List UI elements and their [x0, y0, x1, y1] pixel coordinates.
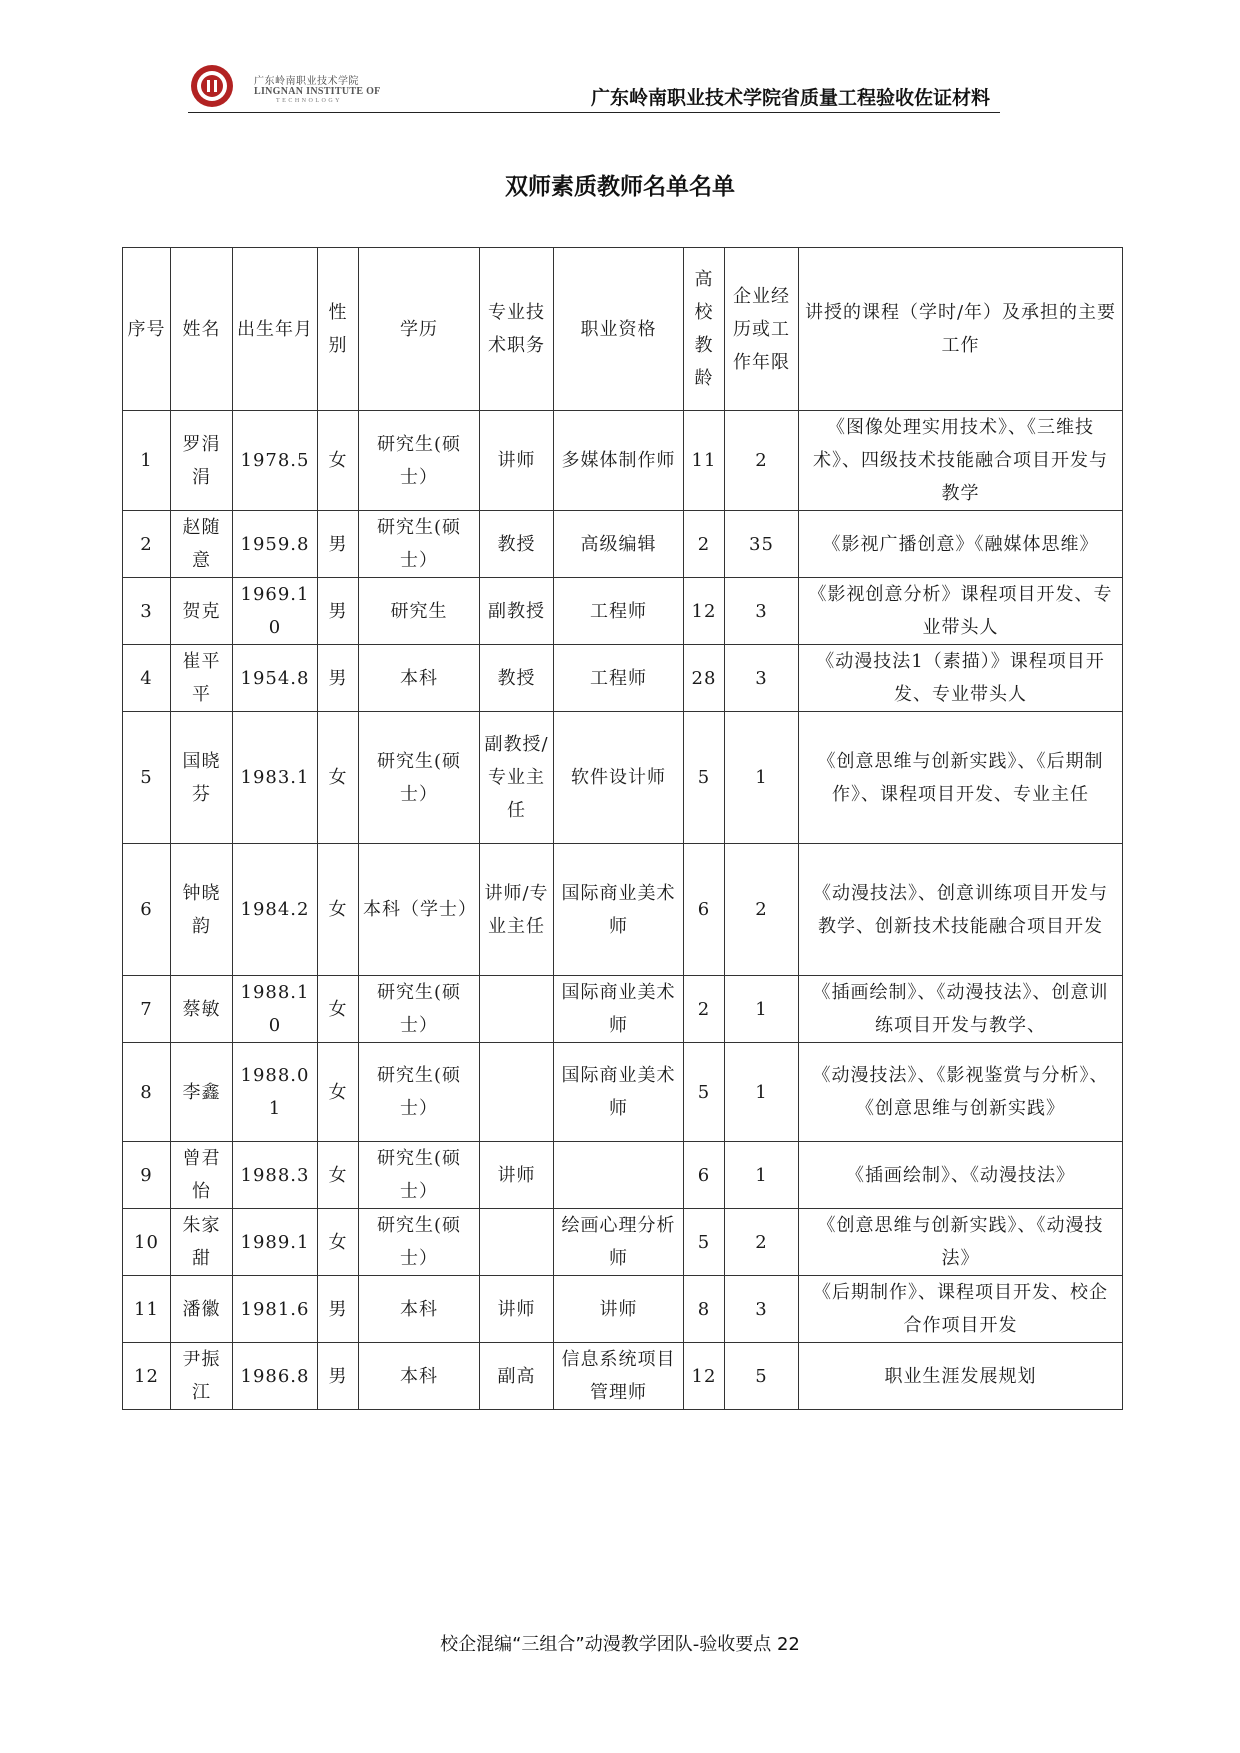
table-cell: 信息系统项目管理师	[554, 1343, 684, 1410]
table-cell: 罗涓涓	[171, 411, 233, 511]
logo-english-name: LINGNAN INSTITUTE OF	[254, 86, 381, 97]
table-cell: 2	[684, 976, 725, 1043]
column-header: 学历	[359, 248, 480, 411]
table-cell: 3	[123, 578, 171, 645]
table-cell: 5	[684, 1043, 725, 1142]
table-cell: 《创意思维与创新实践》、《后期制作》、课程项目开发、专业主任	[799, 712, 1123, 844]
table-cell: 女	[318, 1142, 359, 1209]
table-cell: 10	[123, 1209, 171, 1276]
table-cell: 1988.3	[233, 1142, 318, 1209]
table-cell: 国际商业美术师	[554, 1043, 684, 1142]
table-cell: 多媒体制作师	[554, 411, 684, 511]
table-cell: 1	[725, 1043, 799, 1142]
table-cell: 1986.8	[233, 1343, 318, 1410]
table-row	[123, 712, 1123, 844]
table-cell: 3	[725, 578, 799, 645]
table-cell: 2	[725, 844, 799, 976]
table-header-row	[123, 248, 1123, 411]
table-cell: 研究生(硕士）	[359, 1043, 480, 1142]
table-cell: 工程师	[554, 578, 684, 645]
table-cell: 绘画心理分析师	[554, 1209, 684, 1276]
table-cell: 1954.8	[233, 645, 318, 712]
table-cell: 研究生(硕士）	[359, 411, 480, 511]
table-cell: 研究生	[359, 578, 480, 645]
table-cell: 本科	[359, 645, 480, 712]
table-cell: 6	[684, 844, 725, 976]
table-cell: 28	[684, 645, 725, 712]
table-cell: 工程师	[554, 645, 684, 712]
table-cell: 《插画绘制》、《动漫技法》	[799, 1142, 1123, 1209]
table-cell: 1981.6	[233, 1276, 318, 1343]
table-cell: 女	[318, 976, 359, 1043]
table-cell: 5	[725, 1343, 799, 1410]
table-cell: 1984.2	[233, 844, 318, 976]
header-title: 广东岭南职业技术学院省质量工程验收佐证材料	[590, 87, 990, 109]
logo-english-subname: TECHNOLOGY	[276, 98, 342, 104]
table-cell: 职业生涯发展规划	[799, 1343, 1123, 1410]
column-header: 高校教龄	[684, 248, 725, 411]
table-cell: 2	[725, 411, 799, 511]
table-cell: 1959.8	[233, 511, 318, 578]
column-header: 企业经历或工作年限	[725, 248, 799, 411]
table-cell: 男	[318, 1276, 359, 1343]
table-cell: 6	[684, 1142, 725, 1209]
table-cell: 3	[725, 645, 799, 712]
logo-chinese-name: 广东岭南职业技术学院	[254, 76, 359, 87]
table-cell: 副教授	[480, 578, 554, 645]
table-cell: 5	[684, 712, 725, 844]
table-cell: 1	[123, 411, 171, 511]
column-header: 出生年月	[233, 248, 318, 411]
teacher-roster-table	[122, 247, 1123, 1410]
table-cell: 《图像处理实用技术》、《三维技术》、四级技术技能融合项目开发与教学	[799, 411, 1123, 511]
table-cell: 女	[318, 411, 359, 511]
table-cell: 《插画绘制》、《动漫技法》、创意训练项目开发与教学、	[799, 976, 1123, 1043]
table-cell: 本科	[359, 1343, 480, 1410]
table-row	[123, 1209, 1123, 1276]
table-cell: 1	[725, 976, 799, 1043]
table-cell: 2	[684, 511, 725, 578]
table-cell: 《动漫技法》、《影视鉴赏与分析》、《创意思维与创新实践》	[799, 1043, 1123, 1142]
table-cell: 研究生(硕士）	[359, 1209, 480, 1276]
table-cell: 《影视广播创意》《融媒体思维》	[799, 511, 1123, 578]
table-cell: 6	[123, 844, 171, 976]
table-cell: 11	[123, 1276, 171, 1343]
table-cell	[554, 1142, 684, 1209]
table-row	[123, 578, 1123, 645]
table-cell: 1978.5	[233, 411, 318, 511]
table-cell: 讲师	[480, 1142, 554, 1209]
table-cell: 国际商业美术师	[554, 976, 684, 1043]
table-row	[123, 1043, 1123, 1142]
table-cell: 高级编辑	[554, 511, 684, 578]
table-cell: 女	[318, 844, 359, 976]
table-row	[123, 1343, 1123, 1410]
table-cell	[480, 1043, 554, 1142]
column-header: 序号	[123, 248, 171, 411]
table-cell: 1988.01	[233, 1043, 318, 1142]
table-cell: 女	[318, 1209, 359, 1276]
table-cell: 2	[123, 511, 171, 578]
table-cell: 副高	[480, 1343, 554, 1410]
table-cell: 潘徽	[171, 1276, 233, 1343]
table-row	[123, 411, 1123, 511]
table-cell: 1	[725, 1142, 799, 1209]
table-cell: 贺克	[171, 578, 233, 645]
table-cell: 教授	[480, 511, 554, 578]
table-cell: 软件设计师	[554, 712, 684, 844]
column-header: 姓名	[171, 248, 233, 411]
table-cell: 1983.1	[233, 712, 318, 844]
table-cell: 本科（学士）	[359, 844, 480, 976]
column-header: 职业资格	[554, 248, 684, 411]
table-cell: 11	[684, 411, 725, 511]
table-cell: 研究生(硕士）	[359, 712, 480, 844]
table-cell: 男	[318, 645, 359, 712]
table-cell: 钟晓韵	[171, 844, 233, 976]
table-cell: 9	[123, 1142, 171, 1209]
table-row	[123, 976, 1123, 1043]
table-cell: 讲师	[480, 411, 554, 511]
table-cell: 7	[123, 976, 171, 1043]
table-cell: 3	[725, 1276, 799, 1343]
table-cell: 1988.10	[233, 976, 318, 1043]
table-cell: 1	[725, 712, 799, 844]
table-cell: 《创意思维与创新实践》、《动漫技法》	[799, 1209, 1123, 1276]
table-cell: 5	[123, 712, 171, 844]
table-cell	[480, 976, 554, 1043]
table-row	[123, 645, 1123, 712]
document-title: 双师素质教师名单名单	[505, 174, 735, 200]
table-row	[123, 844, 1123, 976]
table-cell: 本科	[359, 1276, 480, 1343]
table-cell: 12	[123, 1343, 171, 1410]
table-row	[123, 1142, 1123, 1209]
table-cell: 12	[684, 578, 725, 645]
table-cell: 副教授/专业主任	[480, 712, 554, 844]
institute-logo	[188, 64, 568, 108]
table-row	[123, 1276, 1123, 1343]
table-cell: 女	[318, 712, 359, 844]
column-header: 专业技术职务	[480, 248, 554, 411]
table-cell: 男	[318, 578, 359, 645]
institute-seal-icon	[188, 64, 240, 108]
page-header	[188, 58, 1000, 113]
table-cell: 男	[318, 1343, 359, 1410]
table-cell: 崔平平	[171, 645, 233, 712]
table-cell: 讲师	[480, 1276, 554, 1343]
page-footer: 校企混编“三组合”动漫教学团队-验收要点 22	[440, 1634, 800, 1655]
table-cell: 《影视创意分析》课程项目开发、专业带头人	[799, 578, 1123, 645]
table-cell: 2	[725, 1209, 799, 1276]
column-header: 讲授的课程（学时/年）及承担的主要工作	[799, 248, 1123, 411]
table-cell: 朱家甜	[171, 1209, 233, 1276]
table-cell: 尹振江	[171, 1343, 233, 1410]
table-cell: 国际商业美术师	[554, 844, 684, 976]
table-cell	[480, 1209, 554, 1276]
table-cell: 讲师/专业主任	[480, 844, 554, 976]
table-cell: 教授	[480, 645, 554, 712]
table-row	[123, 511, 1123, 578]
table-cell: 8	[684, 1276, 725, 1343]
table-cell: 研究生(硕士）	[359, 511, 480, 578]
table-cell: 男	[318, 511, 359, 578]
table-cell: 国晓芬	[171, 712, 233, 844]
table-cell: 1969.10	[233, 578, 318, 645]
table-cell: 研究生(硕士）	[359, 1142, 480, 1209]
table-cell: 8	[123, 1043, 171, 1142]
table-cell: 曾君怡	[171, 1142, 233, 1209]
table-cell: 《后期制作》、课程项目开发、校企合作项目开发	[799, 1276, 1123, 1343]
table-cell: 4	[123, 645, 171, 712]
table-cell: 讲师	[554, 1276, 684, 1343]
column-header: 性别	[318, 248, 359, 411]
table-cell: 《动漫技法1（素描）》课程项目开发、专业带头人	[799, 645, 1123, 712]
table-cell: 35	[725, 511, 799, 578]
table-cell: 5	[684, 1209, 725, 1276]
table-cell: 蔡敏	[171, 976, 233, 1043]
table-cell: 1989.1	[233, 1209, 318, 1276]
table-cell: 李鑫	[171, 1043, 233, 1142]
table-cell: 研究生(硕士）	[359, 976, 480, 1043]
table-cell: 12	[684, 1343, 725, 1410]
table-cell: 赵随意	[171, 511, 233, 578]
table-cell: 女	[318, 1043, 359, 1142]
table-cell: 《动漫技法》、创意训练项目开发与教学、创新技术技能融合项目开发	[799, 844, 1123, 976]
